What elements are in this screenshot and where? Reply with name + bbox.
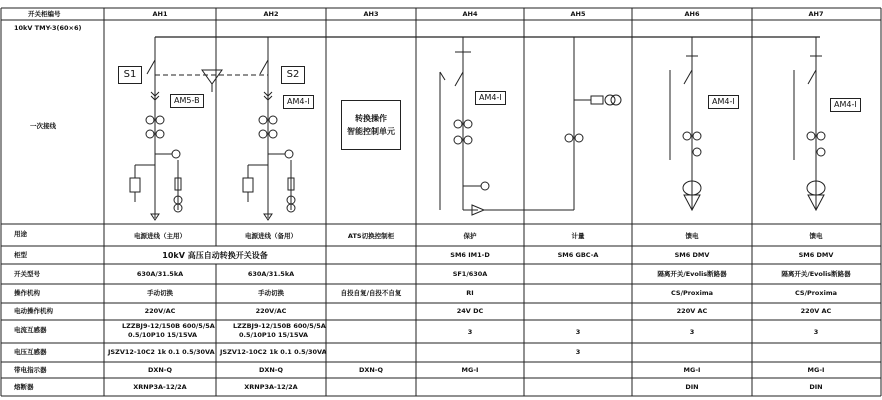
row-label-fuse: 熔断器 — [14, 383, 34, 391]
cabinet-ah2: AH2 — [263, 10, 279, 18]
row-label-motor: 电动操作机构 — [14, 307, 53, 315]
indicator-ah4: MG-I — [461, 366, 479, 374]
ct-ah1-line2: 0.5/10P10 15/15VA — [128, 331, 198, 339]
motor-ah7: 220V AC — [800, 307, 832, 315]
cabinet-ah6: AH6 — [684, 10, 700, 18]
ats-title: 转换操作 — [355, 114, 387, 123]
row-label-indicator: 带电指示器 — [14, 366, 47, 374]
ats-control-unit — [341, 100, 401, 150]
cabinet-ah1: AH1 — [152, 10, 168, 18]
mechanism-ah6: CS/Proxima — [671, 289, 713, 297]
indicator-ah6: MG-I — [683, 366, 701, 374]
bus-label: 10kV TMY-3(60×6) — [14, 24, 82, 32]
usage-ah4: 保护 — [463, 232, 477, 240]
tag-ah7: AM4-I — [830, 98, 861, 112]
mechanism-ah2: 手动切换 — [258, 289, 284, 297]
ats-subtitle: 智能控制单元 — [347, 127, 395, 136]
cabinet-ah4: AH4 — [462, 10, 478, 18]
cabinet-ah5: AH5 — [570, 10, 586, 18]
fuse-ah6: DIN — [685, 383, 699, 391]
switch-s2-label: S2 — [281, 66, 305, 84]
ct-ah2: LZZBJ9-12/150B 600/5/5A — [233, 322, 326, 330]
motor-ah4: 24V DC — [456, 307, 484, 315]
switch-model-ah4: SF1/630A — [452, 270, 488, 278]
indicator-ah2: DXN-Q — [258, 366, 284, 374]
mechanism-ah7: CS/Proxima — [795, 289, 837, 297]
cabinet-type-ah1-ah2: 10kV 高压自动转换开关设备 — [162, 251, 268, 260]
tag-ah1: AM5-B — [170, 94, 204, 108]
cabinet-type-ah6: SM6 DMV — [674, 251, 710, 259]
ct-ah1: LZZBJ9-12/150B 600/5/5A — [122, 322, 215, 330]
ct-ah5: 3 — [575, 328, 581, 336]
ct-ah6: 3 — [689, 328, 695, 336]
usage-ah6: 馈电 — [685, 232, 699, 240]
usage-ah7: 馈电 — [809, 232, 823, 240]
row-label-cabinet-type: 柜型 — [14, 251, 27, 259]
cabinet-ah7: AH7 — [808, 10, 824, 18]
fuse-ah1: XRNP3A-12/2A — [133, 383, 187, 391]
switch-model-ah7: 隔离开关/Evolis断路器 — [781, 270, 851, 278]
vt-ah2: JSZV12-10C2 1k 0.1 0.5/30VA — [220, 348, 327, 356]
indicator-ah3: DXN-Q — [358, 366, 384, 374]
row-label-vt: 电压互感器 — [14, 348, 47, 356]
row-label-mechanism: 操作机构 — [14, 289, 40, 297]
fuse-ah7: DIN — [809, 383, 823, 391]
vt-ah1: JSZV12-10C2 1k 0.1 0.5/30VA — [108, 348, 215, 356]
row-label-ct: 电流互感器 — [14, 326, 47, 334]
indicator-ah7: MG-I — [807, 366, 825, 374]
usage-ah2: 电源进线（备用） — [245, 232, 297, 240]
cabinet-ah3: AH3 — [363, 10, 379, 18]
cabinet-type-ah5: SM6 GBC-A — [557, 251, 599, 259]
indicator-ah1: DXN-Q — [147, 366, 173, 374]
motor-ah2: 220V/AC — [255, 307, 287, 315]
switch-model-ah6: 隔离开关/Evolis断路器 — [657, 270, 727, 278]
switch-s1-label: S1 — [118, 66, 142, 84]
tag-ah6: AM4-I — [708, 95, 739, 109]
diagram-row-label: 一次接线 — [30, 122, 56, 130]
fuse-ah2: XRNP3A-12/2A — [244, 383, 298, 391]
ct-ah4: 3 — [467, 328, 473, 336]
cabinet-type-ah4: SM6 IM1-D — [450, 251, 490, 259]
switch-model-ah2: 630A/31.5kA — [247, 270, 295, 278]
usage-ah3: ATS切换控制柜 — [347, 232, 395, 240]
header-row-label: 开关柜编号 — [28, 10, 61, 18]
motor-ah1: 220V/AC — [144, 307, 176, 315]
usage-ah1: 电源进线（主用） — [134, 232, 186, 240]
ct-ah7: 3 — [813, 328, 819, 336]
tag-ah4: AM4-I — [475, 91, 506, 105]
motor-ah6: 220V AC — [676, 307, 708, 315]
switch-model-ah1: 630A/31.5kA — [136, 270, 184, 278]
vt-ah5: 3 — [575, 348, 581, 356]
tag-ah2: AM4-I — [283, 95, 314, 109]
cabinet-type-ah7: SM6 DMV — [798, 251, 834, 259]
mechanism-ah1: 手动切换 — [147, 289, 173, 297]
mechanism-ah3: 自投自复/自投不自复 — [340, 289, 402, 297]
row-label-usage: 用途 — [14, 230, 27, 238]
usage-ah5: 计量 — [571, 232, 585, 240]
row-label-switch-model: 开关型号 — [14, 270, 40, 278]
mechanism-ah4: RI — [466, 289, 474, 297]
ct-ah2-line2: 0.5/10P10 15/15VA — [239, 331, 309, 339]
